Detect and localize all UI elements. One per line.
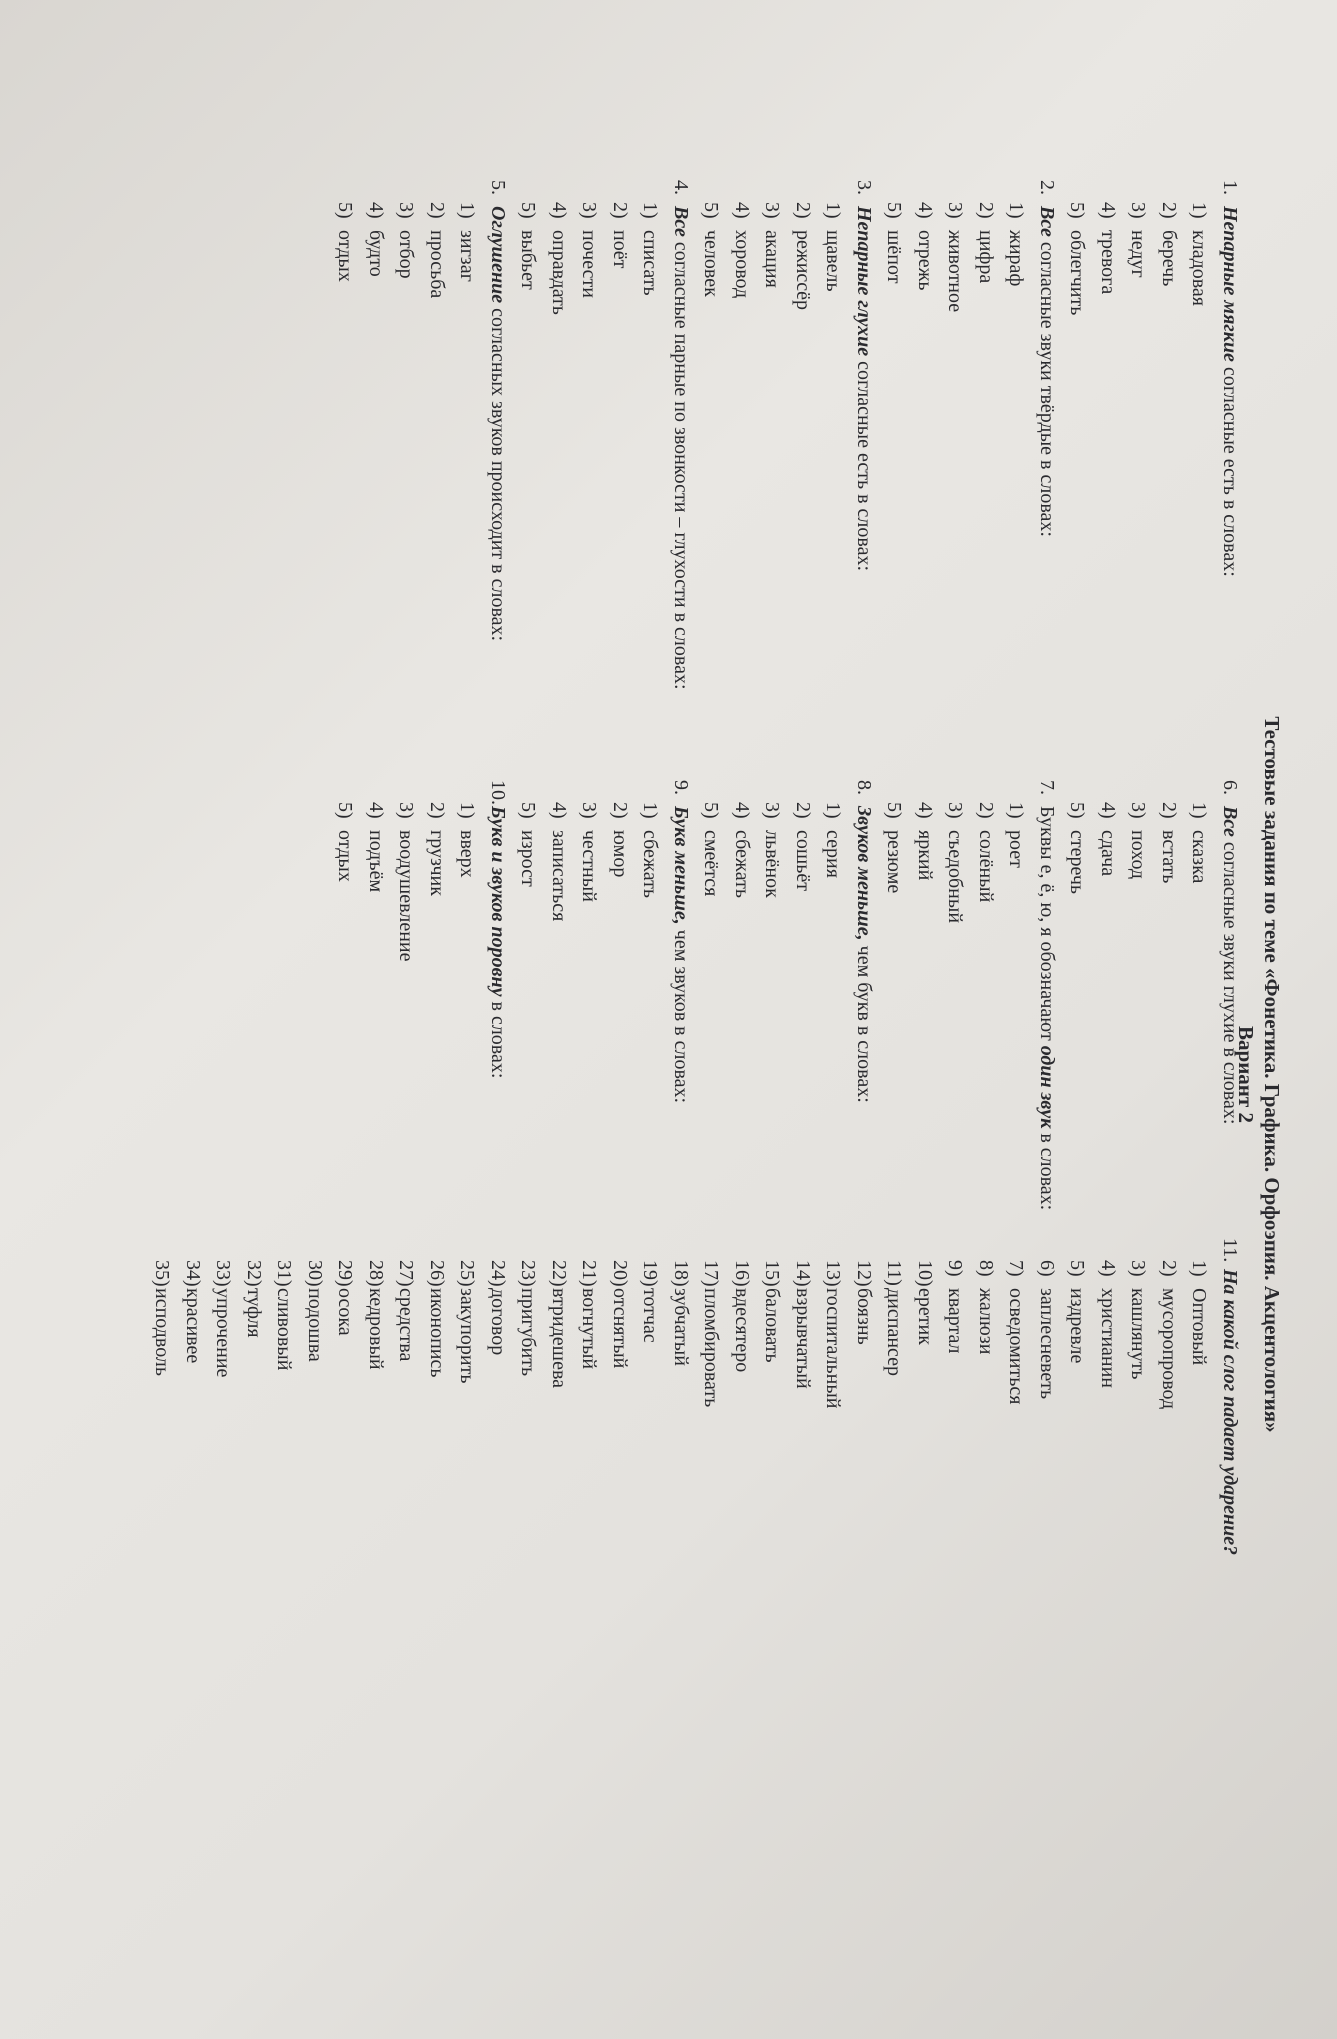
stress-word-item — [574, 1238, 605, 1878]
stress-word-item — [879, 1238, 910, 1878]
question-emphasis: Все — [1219, 806, 1241, 837]
option-number: 29) — [334, 1260, 357, 1287]
question-number: 5. — [487, 180, 509, 195]
stress-word-item — [513, 1238, 544, 1878]
question-emphasis: Непарные мягкие — [1219, 206, 1241, 362]
answer-option — [757, 180, 788, 700]
option-number: 25) — [456, 1260, 479, 1287]
option-word: мусоропровод — [1158, 1288, 1180, 1410]
option-word: записаться — [548, 830, 570, 922]
answer-option — [1154, 180, 1185, 700]
option-word: отдых — [334, 230, 357, 282]
answer-option — [361, 180, 392, 700]
option-number: 21) — [578, 1260, 601, 1287]
question-text-pre: Буквы е, ё, ю, я обозначают — [1036, 806, 1058, 1041]
option-number: 1) — [1188, 202, 1211, 219]
stress-word-item — [483, 1238, 514, 1878]
option-number: 27) — [395, 1260, 418, 1287]
option-word: хоровод — [731, 230, 753, 299]
option-number: 2) — [609, 802, 631, 819]
option-number: 3) — [944, 802, 967, 819]
question-number: 7. — [1036, 780, 1058, 795]
option-word: роет — [1005, 830, 1028, 868]
option-number: 3) — [1127, 802, 1150, 819]
option-word: юмор — [609, 830, 631, 878]
question-number: 1. — [1219, 180, 1241, 195]
question-text-post: согласные звуки глухие в словах: — [1219, 841, 1241, 1125]
option-number: 1) — [822, 202, 845, 219]
option-word: резюме — [883, 830, 906, 894]
option-number: 13) — [822, 1260, 845, 1287]
option-number: 2) — [1158, 1260, 1180, 1277]
option-word: вверх — [456, 830, 479, 878]
question-number: 8. — [853, 780, 875, 795]
option-number: 3) — [761, 202, 784, 219]
question-header — [849, 180, 880, 700]
option-number: 14) — [792, 1260, 814, 1287]
option-number: 33) — [212, 1260, 235, 1287]
option-word: облегчить — [1066, 230, 1089, 316]
option-word: львёнок — [761, 830, 784, 898]
option-number: 28) — [365, 1260, 387, 1287]
answer-option — [635, 180, 666, 700]
option-number: 11) — [883, 1260, 906, 1286]
stress-word-item — [1123, 1238, 1154, 1878]
option-number: 5) — [883, 202, 906, 219]
option-number: 5) — [517, 202, 540, 219]
stress-word-item — [208, 1238, 239, 1878]
question-number: 10. — [487, 780, 509, 805]
option-number: 4) — [365, 202, 387, 219]
option-word: осока — [334, 1288, 357, 1336]
option-word: боязнь — [853, 1288, 875, 1345]
option-number: 1) — [456, 802, 479, 819]
stress-word-item — [178, 1238, 209, 1878]
option-number: 20) — [609, 1260, 631, 1287]
option-number: 2) — [792, 802, 814, 819]
option-number: 2) — [426, 202, 448, 219]
question-number: 3. — [853, 180, 875, 195]
option-word: режиссёр — [792, 230, 814, 311]
question-number: 6. — [1219, 780, 1241, 795]
option-word: сбежать — [639, 830, 662, 898]
option-word: акация — [761, 230, 784, 288]
question-header — [483, 180, 514, 700]
stress-word-item — [1032, 1238, 1063, 1878]
option-word: жалюзи — [975, 1288, 997, 1355]
stress-word-item — [1001, 1238, 1032, 1878]
option-word: иконопись — [426, 1288, 448, 1378]
option-word: будто — [365, 230, 387, 277]
option-number: 4) — [548, 202, 570, 219]
option-number: 12) — [853, 1260, 875, 1287]
question-text-post: согласные парные по звонкости – глухости в словах: — [670, 241, 692, 690]
question-text-post: согласные звуки твёрдые в словах: — [1036, 241, 1058, 537]
option-word: госпитальный — [822, 1288, 845, 1409]
option-number: 4) — [731, 202, 753, 219]
stress-word-item — [239, 1238, 270, 1878]
stress-word-item — [605, 1238, 636, 1878]
question-number: 9. — [670, 780, 692, 795]
option-word: кашлянуть — [1127, 1288, 1150, 1380]
option-word: тотчас — [639, 1288, 662, 1343]
stress-word-item — [1184, 1238, 1215, 1878]
option-number: 24) — [487, 1260, 509, 1287]
option-number: 26) — [426, 1260, 448, 1287]
question-text-post: в словах: — [1036, 1133, 1058, 1211]
stress-word-item — [1154, 1238, 1185, 1878]
question-emphasis: Все — [670, 206, 692, 237]
option-word: серия — [822, 830, 845, 878]
question-text-post: согласных звуков происходит в словах: — [487, 308, 509, 642]
option-number: 2) — [1158, 802, 1180, 819]
question-block — [1062, 180, 1245, 700]
option-number: 5) — [700, 202, 723, 219]
option-number: 5) — [883, 802, 906, 819]
option-word: христианин — [1097, 1288, 1119, 1389]
option-number: 30) — [304, 1260, 326, 1287]
option-word: сбежать — [731, 830, 753, 898]
answer-option — [544, 180, 575, 700]
option-number: 4) — [731, 802, 753, 819]
option-word: человек — [700, 230, 723, 297]
option-number: 5) — [334, 802, 357, 819]
option-number: 2) — [792, 202, 814, 219]
answer-option — [391, 180, 422, 700]
question-emphasis: Букв меньше, — [670, 806, 692, 925]
option-word: заплесневеть — [1036, 1288, 1058, 1400]
option-word: средства — [395, 1288, 418, 1362]
question-text-post: чем звуков в словах: — [670, 929, 692, 1104]
option-word: беречь — [1158, 230, 1180, 287]
question-header — [666, 180, 697, 700]
question-block — [879, 180, 1062, 700]
option-number: 3) — [395, 802, 418, 819]
option-word: цифра — [975, 230, 997, 284]
option-number: 4) — [1097, 802, 1119, 819]
question-emphasis: один звук — [1036, 1045, 1058, 1129]
answer-option — [879, 180, 910, 700]
question-text-post: согласные есть в словах: — [1219, 366, 1241, 577]
option-word: грузчик — [426, 830, 448, 896]
option-word: втридешева — [548, 1288, 570, 1389]
stress-word-item — [1093, 1238, 1124, 1878]
option-word: туфля — [243, 1288, 265, 1338]
stress-word-item — [300, 1238, 331, 1878]
option-number: 2) — [975, 802, 997, 819]
option-word: кладовая — [1188, 230, 1211, 307]
option-number: 1) — [1005, 202, 1028, 219]
question-block — [330, 180, 513, 700]
option-word: поёт — [609, 230, 631, 269]
option-number: 2) — [975, 202, 997, 219]
option-number: 4) — [365, 802, 387, 819]
answer-option — [513, 180, 544, 700]
option-word: съедобный — [944, 830, 967, 924]
option-word: недуг — [1127, 230, 1150, 278]
option-word: просьба — [426, 230, 448, 299]
option-word: зигзаг — [456, 230, 479, 282]
stress-word-item — [269, 1238, 300, 1878]
option-word: смеётся — [700, 830, 723, 897]
answer-option — [1001, 180, 1032, 700]
option-word: жираф — [1005, 230, 1028, 287]
option-word: тревога — [1097, 230, 1119, 295]
option-number: 5) — [700, 802, 723, 819]
option-number: 3) — [1127, 1260, 1150, 1277]
stress-word-item — [391, 1238, 422, 1878]
answer-option — [605, 180, 636, 700]
option-number: 35) — [151, 1260, 174, 1287]
stress-word-item — [422, 1238, 453, 1878]
option-word: солёный — [975, 830, 997, 903]
answer-option — [574, 180, 605, 700]
question-header — [1032, 180, 1063, 700]
option-word: осведомиться — [1005, 1288, 1028, 1405]
option-word: издревле — [1066, 1288, 1089, 1364]
option-number: 32) — [243, 1260, 265, 1287]
option-number: 34) — [182, 1260, 204, 1287]
stress-word-item — [818, 1238, 849, 1878]
stress-word-item — [330, 1238, 361, 1878]
option-word: яркий — [914, 830, 936, 881]
question-number: 4. — [670, 180, 692, 195]
answer-option — [330, 180, 361, 700]
option-number: 3) — [395, 202, 418, 219]
option-word: отрежь — [914, 230, 936, 291]
option-word: упрочение — [212, 1288, 235, 1378]
option-word: воодушевление — [395, 830, 418, 962]
option-word: сошьёт — [792, 830, 814, 892]
option-number: 16) — [731, 1260, 753, 1287]
option-number: 4) — [1097, 1260, 1119, 1277]
question-header — [1215, 180, 1246, 700]
option-word: пломбировать — [700, 1288, 723, 1408]
option-word: щавель — [822, 230, 845, 292]
option-number: 7) — [1005, 1260, 1028, 1277]
option-word: зубчатый — [670, 1288, 692, 1366]
question-emphasis: Непарные глухие — [853, 206, 875, 357]
question-block — [696, 180, 879, 700]
option-number: 2) — [426, 802, 448, 819]
question-block — [513, 180, 696, 700]
option-word: сдача — [1097, 830, 1119, 877]
option-word: кедровый — [365, 1288, 387, 1370]
option-word: изрост — [517, 830, 540, 887]
option-word: животное — [944, 230, 967, 313]
option-number: 1) — [456, 202, 479, 219]
option-word: отдых — [334, 830, 357, 882]
column-questions-1-5 — [330, 180, 1245, 700]
stress-word-item — [666, 1238, 697, 1878]
option-number: 23) — [517, 1260, 540, 1287]
option-word: честный — [578, 830, 601, 902]
answer-option — [971, 180, 1002, 700]
option-word: квартал — [944, 1288, 967, 1354]
question-text-post: в словах: — [487, 1001, 509, 1079]
option-word: отснятый — [609, 1288, 631, 1369]
stress-word-item — [452, 1238, 483, 1878]
answer-option — [1184, 180, 1215, 700]
option-word: еретик — [914, 1288, 936, 1345]
stress-word-item — [940, 1238, 971, 1878]
answer-option — [1093, 180, 1124, 700]
stress-word-item — [727, 1238, 758, 1878]
question-number: 2. — [1036, 180, 1058, 195]
question-emphasis: Букв и звуков поровну — [487, 806, 509, 997]
option-number: 1) — [1188, 802, 1211, 819]
option-number: 4) — [1097, 202, 1119, 219]
answer-option — [696, 180, 727, 700]
stress-word-list — [147, 1238, 1215, 1878]
option-word: подъём — [365, 830, 387, 893]
option-number: 10) — [914, 1260, 936, 1287]
option-number: 5) — [1066, 1260, 1089, 1277]
stress-word-item — [788, 1238, 819, 1878]
option-number: 3) — [1127, 202, 1150, 219]
option-word: встать — [1158, 830, 1180, 884]
option-word: стеречь — [1066, 830, 1089, 895]
answer-option — [1062, 180, 1093, 700]
option-number: 6) — [1036, 1260, 1058, 1277]
stress-word-item — [696, 1238, 727, 1878]
question-emphasis: Оглушение — [487, 206, 509, 304]
option-number: 5) — [334, 202, 357, 219]
title-text: Тестовые задания по теме «Фонетика. Графика. Орфоэпия. Акцентология» — [1260, 716, 1284, 1433]
option-word: выбьет — [517, 230, 540, 290]
question-text-post: чем букв в словах: — [853, 945, 875, 1103]
option-number: 4) — [914, 202, 936, 219]
option-number: 5) — [1066, 202, 1089, 219]
answer-option — [788, 180, 819, 700]
question-emphasis: Звуков меньше, — [853, 806, 875, 941]
option-number: 1) — [822, 802, 845, 819]
option-word: исподволь — [151, 1288, 174, 1377]
question-text: На какой слог падает ударение? — [1219, 1269, 1241, 1556]
option-number: 5) — [1066, 802, 1089, 819]
option-word: взрывчатый — [792, 1288, 814, 1389]
option-number: 1) — [639, 802, 662, 819]
option-number: 2) — [609, 202, 631, 219]
option-word: оправдать — [548, 230, 570, 315]
option-word: красивее — [182, 1288, 204, 1364]
option-number: 1) — [1188, 1260, 1211, 1277]
option-number: 8) — [975, 1260, 997, 1277]
stress-word-item — [1062, 1238, 1093, 1878]
option-number: 31) — [273, 1260, 296, 1287]
stress-word-item — [544, 1238, 575, 1878]
stress-word-item — [910, 1238, 941, 1878]
option-word: договор — [487, 1288, 509, 1356]
option-word: подошва — [304, 1288, 326, 1362]
answer-option — [1123, 180, 1154, 700]
answer-option — [452, 180, 483, 700]
option-word: почести — [578, 230, 601, 298]
stress-word-item — [971, 1238, 1002, 1878]
question-emphasis: Все — [1036, 206, 1058, 237]
option-word: закупорить — [456, 1288, 479, 1384]
option-word: списать — [639, 230, 662, 296]
option-word: сказка — [1188, 830, 1211, 884]
option-word: диспансер — [883, 1288, 906, 1377]
option-number: 18) — [670, 1260, 692, 1287]
question-text-post: согласные есть в словах: — [853, 361, 875, 571]
question-header — [1215, 1238, 1246, 1878]
question-number: 11. — [1219, 1238, 1241, 1263]
stress-word-item — [635, 1238, 666, 1878]
answer-option — [422, 180, 453, 700]
option-word: Оптовый — [1188, 1288, 1211, 1366]
option-word: шёпот — [883, 230, 906, 284]
answer-option — [727, 180, 758, 700]
answer-option — [818, 180, 849, 700]
answer-option — [940, 180, 971, 700]
option-word: вдесятеро — [731, 1288, 753, 1373]
answer-option — [910, 180, 941, 700]
option-word: пригубить — [517, 1288, 540, 1377]
option-number: 3) — [578, 802, 601, 819]
option-number: 2) — [1158, 202, 1180, 219]
column-question-11 — [147, 1238, 1245, 1878]
option-number: 4) — [548, 802, 570, 819]
option-number: 3) — [578, 202, 601, 219]
option-number: 1) — [1005, 802, 1028, 819]
option-word: баловать — [761, 1288, 784, 1363]
option-number: 4) — [914, 802, 936, 819]
stress-word-item — [849, 1238, 880, 1878]
variant-label: Вариант 2 — [1234, 1026, 1258, 1123]
option-number: 19) — [639, 1260, 662, 1287]
option-word: отбор — [395, 230, 418, 279]
option-word: вогнутый — [578, 1288, 601, 1370]
option-number: 5) — [517, 802, 540, 819]
option-word: сливовый — [273, 1288, 296, 1371]
option-number: 17) — [700, 1260, 723, 1287]
stress-word-item — [757, 1238, 788, 1878]
option-number: 3) — [761, 802, 784, 819]
option-word: поход — [1127, 830, 1150, 880]
option-number: 22) — [548, 1260, 570, 1287]
stress-word-item — [361, 1238, 392, 1878]
stress-word-item — [147, 1238, 178, 1878]
option-number: 3) — [944, 202, 967, 219]
option-number: 9) — [944, 1260, 967, 1277]
option-number: 1) — [639, 202, 662, 219]
option-number: 15) — [761, 1260, 784, 1287]
